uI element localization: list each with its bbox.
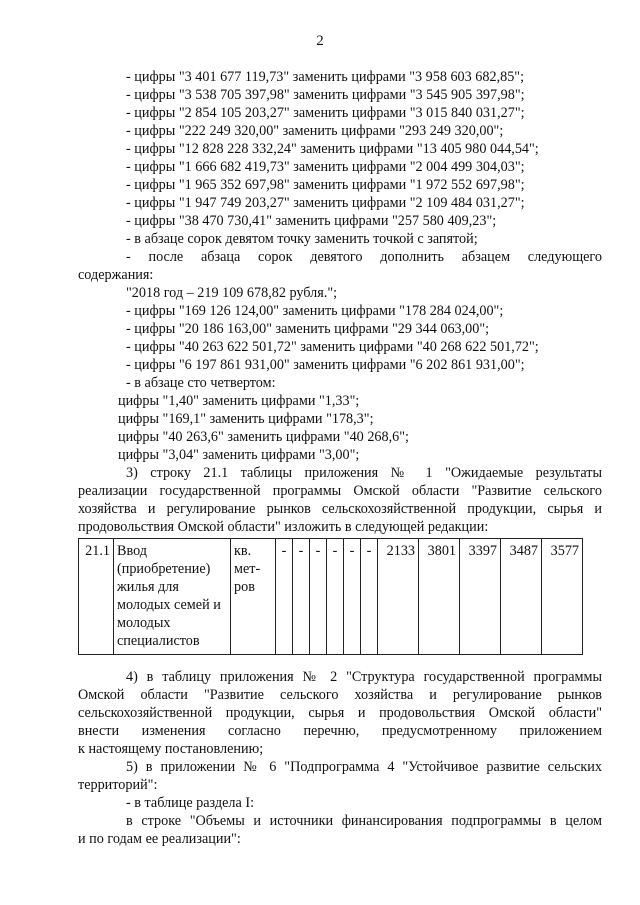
replacement-line: - цифры "1 666 682 419,73" заменить цифрами "2 004 499 304,03"; — [126, 159, 525, 175]
row-line: в строке "Объемы и источники финансирования подпрограммы в целом — [126, 813, 602, 829]
item-4-line: Омской области "Развитие сельского хозяйства и регулирование рынков — [78, 687, 602, 703]
replacement-line: цифры "1,40" заменить цифрами "1,33"; — [118, 393, 360, 409]
year-line: "2018 год – 219 109 678,82 рубля."; — [126, 285, 338, 301]
replacement-line: - цифры "2 854 105 203,27" заменить цифрами "3 015 840 031,27"; — [126, 105, 525, 121]
row-dash: - — [276, 539, 293, 655]
row-number: 21.1 — [79, 539, 114, 655]
row-line: и по годам ее реализации": — [78, 831, 241, 847]
row-value: 3801 — [419, 539, 460, 655]
row-dash: - — [293, 539, 310, 655]
item-4-line: 4) в таблицу приложения № 2 "Структура государственной программы — [126, 669, 602, 685]
row-value: 2133 — [378, 539, 419, 655]
replacement-line: цифры "169,1" заменить цифрами "178,3"; — [118, 411, 374, 427]
row-value: 3397 — [460, 539, 501, 655]
replacement-line: - цифры "222 249 320,00" заменить цифрами "293 249 320,00"; — [126, 123, 504, 139]
table-row — [79, 539, 583, 655]
replacement-line: - цифры "38 470 730,41" заменить цифрами "257 580 409,23"; — [126, 213, 497, 229]
replacement-line: - цифры "1 965 352 697,98" заменить цифрами "1 972 552 697,98"; — [126, 177, 525, 193]
item-4-line: внести изменения согласно перечню, предусмотренному приложением — [78, 723, 602, 739]
row-dash: - — [310, 539, 327, 655]
replacement-line: - в абзаце сорок девятом точку заменить точкой с запятой; — [126, 231, 478, 247]
row-dash: - — [344, 539, 361, 655]
replacement-line: - цифры "40 263 622 501,72" заменить цифрами "40 268 622 501,72"; — [126, 339, 539, 355]
section-line: - в таблице раздела I: — [126, 795, 255, 811]
row-indicator-name: Ввод (приобретение) жилья для молодых семей и молодых специалистов — [114, 539, 231, 655]
item-4-line: к настоящему постановлению; — [78, 741, 264, 757]
item-5-line: 5) в приложении № 6 "Подпрограмма 4 "Устойчивое развитие сельских — [126, 759, 602, 775]
row-unit: кв. мет-ров — [231, 539, 276, 655]
replacement-line: цифры "40 263,6" заменить цифрами "40 268,6"; — [118, 429, 409, 445]
result-table — [78, 538, 583, 655]
row-dash: - — [327, 539, 344, 655]
replacement-line: - цифры "169 126 124,00" заменить цифрами "178 284 024,00"; — [126, 303, 504, 319]
replacement-line: - цифры "6 197 861 931,00" заменить цифрами "6 202 861 931,00"; — [126, 357, 525, 373]
insert-paragraph-line: - после абзаца сорок девятого дополнить абзацем следующего — [126, 249, 602, 265]
item-4-line: сельскохозяйственной продукции, сырья и продовольствия Омской области" — [78, 705, 602, 721]
replacement-line: - в абзаце сто четвертом: — [126, 375, 276, 391]
replacement-line: - цифры "1 947 749 203,27" заменить цифрами "2 109 484 031,27"; — [126, 195, 525, 211]
item-3-line: продовольствия Омской области" изложить в следующей редакции: — [78, 519, 489, 535]
replacement-line: цифры "3,04" заменить цифрами "3,00"; — [118, 447, 360, 463]
page-number: 2 — [316, 33, 324, 49]
item-3-line: хозяйства и регулирование рынков сельскохозяйственной продукции, сырья и — [78, 501, 602, 517]
item-3-line: 3) строку 21.1 таблицы приложения № 1 "Ожидаемые результаты — [126, 465, 602, 481]
replacement-line: - цифры "20 186 163,00" заменить цифрами "29 344 063,00"; — [126, 321, 490, 337]
insert-paragraph-line: содержания: — [78, 267, 154, 283]
row-value: 3577 — [542, 539, 583, 655]
replacement-line: - цифры "3 538 705 397,98" заменить цифрами "3 545 905 397,98"; — [126, 87, 525, 103]
row-value: 3487 — [501, 539, 542, 655]
row-dash: - — [361, 539, 378, 655]
item-3-line: реализации государственной программы Омской области "Развитие сельского — [78, 483, 602, 499]
replacement-line: - цифры "3 401 677 119,73" заменить цифрами "3 958 603 682,85"; — [126, 69, 525, 85]
replacement-line: - цифры "12 828 228 332,24" заменить цифрами "13 405 980 044,54"; — [126, 141, 539, 157]
item-5-line: территорий": — [78, 777, 158, 793]
